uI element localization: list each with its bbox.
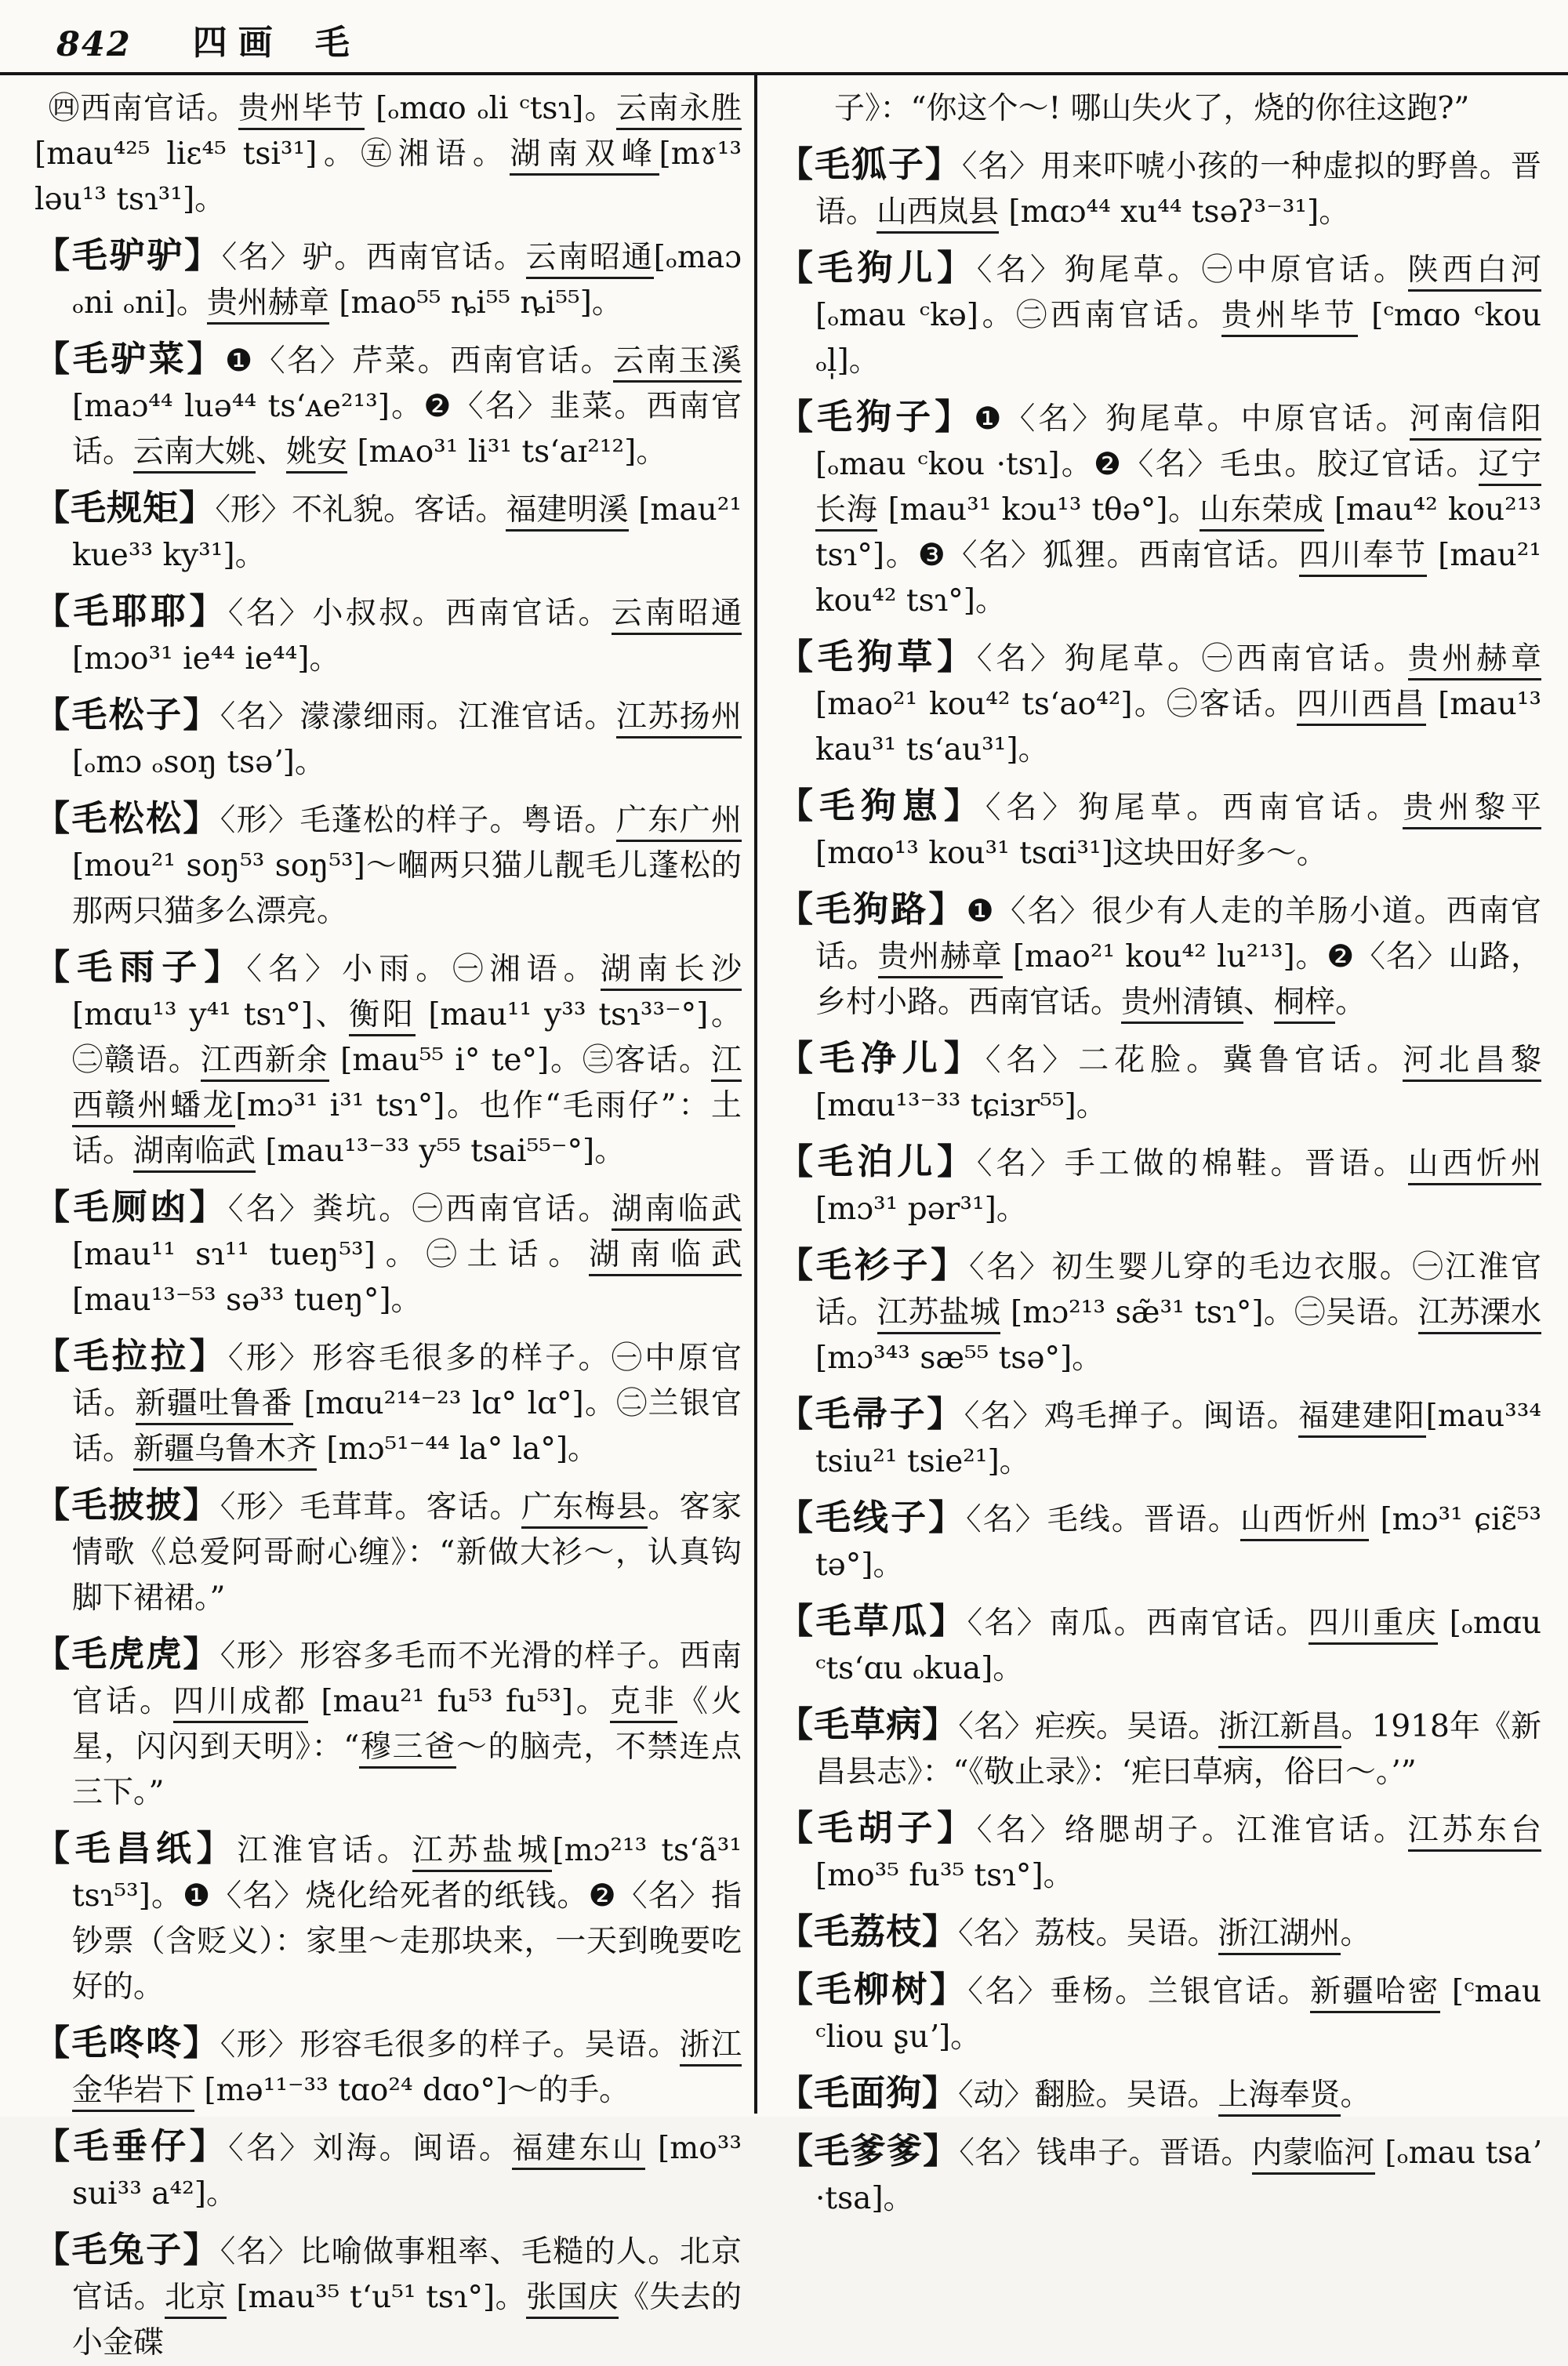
place-name: 贵州黎平	[1403, 790, 1541, 829]
dictionary-entry	[778, 142, 1541, 235]
place-name: 浙江新昌	[1218, 1709, 1341, 1748]
page-header	[0, 0, 1568, 72]
entry-text: 子》：“你这个～! 哪山失火了，烧的你往这跑?”	[834, 91, 1470, 126]
place-name: 山西岚县	[877, 194, 999, 234]
entry-text: [mɔ³¹ i³¹ tsɿ°]。也作“毛雨仔”：土话。	[72, 1088, 742, 1169]
entry-text: [ₒmau ᶜkou ·tsɿ]。❷〈名〉毛虫。胶辽官话。	[815, 447, 1479, 482]
entry-text: 〈名〉手工做的棉鞋。晋语。	[976, 1146, 1408, 1181]
place-name: 贵州毕节	[238, 91, 365, 130]
entry-text: 〈名〉狗尾草。㊀西南官话。	[976, 641, 1408, 677]
dictionary-entry	[778, 1392, 1541, 1485]
entry-headword: 【毛虎虎】	[34, 1633, 220, 1675]
dictionary-entry	[778, 394, 1541, 624]
place-name: 北京	[165, 2280, 227, 2319]
entry-text: 〈名〉粪坑。㊀西南官话。	[227, 1192, 612, 1227]
entry-text: [mᴀo³¹ li³¹ ts‘aɪ²¹²]。	[347, 434, 667, 470]
entry-headword: 【毛狗儿】	[778, 247, 977, 288]
entry-text: [mau²¹ kue³³ ky³¹]。	[72, 492, 742, 573]
entry-text: 。	[1335, 985, 1367, 1020]
place-name: 河南信阳	[1410, 401, 1541, 441]
continuation-paragraph	[34, 86, 742, 223]
entry-text: 〈名〉比喻做事粗率、毛糙的人。北京官话。	[72, 2234, 742, 2315]
entry-text: 〈名〉狗尾草。西南官话。	[985, 790, 1403, 826]
place-name: 姚安	[286, 434, 347, 474]
dictionary-entry	[34, 1334, 742, 1472]
dictionary-entry	[34, 589, 742, 682]
dictionary-entry	[34, 1185, 742, 1323]
place-name: 贵州清镇	[1121, 985, 1243, 1024]
place-name: 陕西白河	[1408, 252, 1541, 292]
entry-text: [mau⁴²⁵ liɛ⁴⁵ tsi³¹]。㊄湘语。	[34, 136, 510, 172]
entry-headword: 【毛爹爹】	[778, 2130, 960, 2172]
entry-text: [mou²¹ soŋ⁵³ soŋ⁵³]～嗰两只猫儿靓毛儿蓬松的那两只猫多么漂亮。	[72, 848, 742, 929]
dictionary-entry	[34, 233, 742, 326]
entry-text: 、	[1243, 985, 1275, 1020]
place-name: 江西赣州蟠龙	[72, 1043, 742, 1127]
place-name: 云南玉溪	[613, 343, 742, 383]
dictionary-entry	[778, 1805, 1541, 1899]
dictionary-entry	[34, 1631, 742, 1816]
dictionary-entry	[778, 1036, 1541, 1129]
entry-text: [mao²¹ kou⁴² lu²¹³]。❷〈名〉山路，乡村小路。西南官话。	[815, 939, 1541, 1020]
entry-text: 〈名〉毛线。晋语。	[966, 1502, 1240, 1537]
entry-headword: 【毛泊儿】	[778, 1141, 977, 1182]
dictionary-entry	[778, 1967, 1541, 2060]
entry-text: [mɑu¹³⁻³³ tɕiɜr⁵⁵]。	[815, 1088, 1107, 1123]
entry-headword: 【毛松松】	[34, 797, 220, 839]
entry-headword: 【毛胡子】	[778, 1807, 977, 1849]
entry-text: [mɤ¹³ ləu¹³ tsɿ³¹]。	[34, 136, 742, 217]
place-name: 福建明溪	[506, 492, 628, 532]
dictionary-entry	[34, 945, 742, 1174]
place-name: 江苏东台	[1408, 1813, 1541, 1852]
place-name: 云南昭通	[612, 596, 742, 635]
entry-body	[958, 2078, 1371, 2117]
entry-headword: 【毛拉拉】	[34, 1335, 228, 1377]
place-name: 贵州赫章	[207, 285, 329, 325]
entry-text: [mau¹¹ y³³ tsɿ³³⁻°]。㊁赣语。	[72, 997, 742, 1078]
entry-body	[958, 1916, 1371, 1955]
entry-text: 〈名〉刘海。闽语。	[228, 2131, 513, 2166]
entry-text: 〈名〉小叔叔。西南官话。	[227, 596, 612, 631]
entry-text: [mɑɔ⁴⁴ xu⁴⁴ tsəʔ³⁻³¹]。	[999, 194, 1350, 230]
entry-text: [ₒmɔ ₒsoŋ tsəʼ]。	[72, 745, 325, 780]
entry-headword: 【毛驴菜】	[34, 338, 226, 379]
dictionary-entry	[778, 1599, 1541, 1692]
place-name: 湖南临武	[133, 1134, 256, 1173]
entry-text: ❶〈名〉狗尾草。中原官话。	[974, 401, 1410, 437]
entry-text: ～的脑壳，不禁连点三下。”	[72, 1729, 742, 1810]
place-name: 穆三爸	[359, 1729, 456, 1769]
dictionary-entry	[34, 1482, 742, 1621]
place-name: 浙江金华岩下	[72, 2027, 742, 2112]
place-name: 衡阳	[349, 997, 416, 1036]
place-name: 上海奉贤	[1218, 2078, 1341, 2117]
entry-text: 〈名〉钱串子。晋语。	[959, 2136, 1252, 2171]
dictionary-entry	[34, 2020, 742, 2114]
entry-headword: 【毛柳树】	[778, 1969, 968, 2010]
place-name: 云南昭通	[526, 240, 654, 279]
entry-text: [mau¹¹ sɿ¹¹ tueŋ⁵³]。㊁土话。	[72, 1237, 590, 1272]
place-name: 新疆乌鲁木齐	[133, 1432, 317, 1471]
entry-text: 〈名〉鸡毛掸子。闽语。	[964, 1399, 1299, 1434]
entry-headword: 【毛披披】	[34, 1484, 220, 1526]
entry-text: [mau⁵⁵ i° te°]。㊂客话。	[328, 1043, 711, 1078]
entry-text: [mɔ²¹³ ts‘ã³¹ tsɿ⁵³]。❶〈名〉烧化给死者的纸钱。❷〈名〉指钞票（含贬义）：家里～走那块来，一天到晚要吃好的。	[72, 1833, 742, 2005]
entry-headword: 【毛线子】	[778, 1497, 967, 1538]
entry-text: 〈名〉南瓜。西南官话。	[967, 1606, 1308, 1641]
entry-text: 〈名〉初生婴儿穿的毛边衣服。㊀江淮官话。	[815, 1250, 1541, 1330]
entry-text: 〈形〉形容毛很多的样子。㊀中原官话。	[72, 1341, 742, 1421]
entry-text: [mao²¹ kou⁴² ts‘ao⁴²]。㊁客话。	[815, 687, 1297, 722]
dictionary-entry	[34, 336, 742, 475]
place-name: 新疆吐鲁番	[136, 1386, 293, 1425]
dictionary-entry	[34, 485, 742, 579]
page-number: 842	[56, 25, 132, 64]
place-name: 湖南临武	[612, 1192, 742, 1231]
entry-text: [mɑu¹³ y⁴¹ tsɿ°]、	[72, 997, 350, 1032]
entry-text: [mə¹¹⁻³³ tɑo²⁴ dɑo°]～的手。	[194, 2073, 630, 2108]
entry-text: 〈形〉形容毛很多的样子。吴语。	[220, 2027, 680, 2063]
entry-text: [ₒmau ᶜkə]。㊁西南官话。	[815, 298, 1221, 333]
entry-text: 〈动〉翻脸。吴语。	[958, 2078, 1218, 2113]
entry-text: 江淮官话。	[237, 1833, 412, 1868]
place-name: 湖南长沙	[601, 952, 742, 991]
place-name: 四川成都	[173, 1684, 308, 1723]
entry-headword: 【毛面狗】	[778, 2072, 959, 2114]
entry-text: [mao⁵⁵ ȵi⁵⁵ ȵi⁵⁵]。	[328, 285, 622, 321]
dictionary-entry	[778, 2128, 1541, 2222]
place-name: 江西新余	[201, 1043, 329, 1082]
entry-text: [maɔ⁴⁴ luə⁴⁴ ts‘ᴀe²¹³]。❷〈名〉韭菜。西南官话。	[72, 389, 742, 470]
entry-text: 〈名〉疟疾。吴语。	[958, 1709, 1219, 1744]
dictionary-entry	[34, 1826, 742, 2010]
entry-headword: 【毛耶耶】	[34, 590, 228, 632]
entry-text: 。	[1340, 2078, 1371, 2113]
entry-text: [ᶜmau ᶜliou ʂuʼ]。	[815, 1974, 1541, 2055]
entry-text: [ₒmɑo ₒli ᶜtsɿ]。	[365, 91, 616, 126]
entry-headword: 【毛昌纸】	[34, 1827, 238, 1869]
place-name: 江苏盐城	[877, 1295, 1001, 1334]
entry-text: 〈形〉毛茸茸。客话。	[220, 1490, 521, 1525]
entry-text: 〈名〉小雨。㊀湘语。	[246, 952, 601, 987]
place-name: 云南永胜	[616, 91, 742, 130]
entry-text: [mɔ²¹³ sæ̃³¹ tsɿ°]。㊁吴语。	[1000, 1295, 1418, 1330]
dictionary-entry	[778, 634, 1541, 773]
dictionary-entry	[778, 887, 1541, 1025]
dictionary-entry	[778, 1495, 1541, 1588]
entry-headword: 【毛兔子】	[34, 2229, 220, 2270]
entry-text: 〈名〉用来吓唬小孩的一种虚拟的野兽。晋语。	[815, 149, 1541, 230]
dictionary-entry	[778, 245, 1541, 384]
dictionary-entry	[778, 1702, 1541, 1795]
entry-headword: 【毛垂仔】	[34, 2125, 229, 2167]
entry-text: [mau²¹ kou⁴² tsɿ°]。	[815, 538, 1541, 619]
dictionary-entry	[34, 2227, 742, 2366]
entry-text: [mɔ³¹ pər³¹]。	[815, 1192, 1027, 1227]
entry-headword: 【毛规矩】	[34, 487, 216, 528]
place-name: 克非	[610, 1684, 677, 1723]
entry-headword: 【毛雨子】	[34, 946, 247, 988]
entry-headword: 【毛荔枝】	[778, 1911, 959, 1952]
entry-text: ❶〈名〉很少有人走的羊肠小道。西南官话。	[815, 894, 1541, 974]
entry-headword: 【毛狗草】	[778, 636, 977, 677]
entry-text: [mau²¹ fu⁵³ fu⁵³]。	[308, 1684, 610, 1719]
place-name: 内蒙临河	[1252, 2136, 1375, 2175]
place-name: 四川重庆	[1308, 1606, 1438, 1645]
radical-character: 毛	[314, 23, 350, 63]
dictionary-entry	[778, 1243, 1541, 1381]
dictionary-entry	[778, 783, 1541, 876]
entry-text: [mɔ³¹ ɕiɛ̃⁵³ tə°]。	[815, 1502, 1541, 1583]
entry-text: 《失去的小金碟	[72, 2280, 742, 2361]
entry-headword: 【毛草病】	[778, 1704, 959, 1745]
entry-text: 〈形〉形容多毛而不光滑的样子。西南官话。	[72, 1638, 742, 1719]
entry-headword: 【毛净儿】	[778, 1037, 985, 1079]
entry-text: 〈名〉垂杨。兰银官话。	[967, 1974, 1311, 2009]
entry-text: 《火星，闪闪到天明》：“	[72, 1684, 742, 1765]
place-name: 浙江湖州	[1218, 1916, 1341, 1955]
entry-text: [mau¹³⁻³³ y⁵⁵ tsai⁵⁵⁻°]。	[256, 1134, 626, 1169]
entry-headword: 【毛狐子】	[778, 143, 962, 185]
place-name: 江苏溧水	[1418, 1295, 1541, 1334]
entry-text: [mɔo³¹ ie⁴⁴ ie⁴⁴]。	[72, 641, 340, 677]
entry-text: [ₒmau tsaʼ ·tsa]。	[815, 2136, 1541, 2216]
entry-text: [mau¹³ kau³¹ ts‘au³¹]。	[815, 687, 1541, 767]
place-name: 河北昌黎	[1403, 1043, 1541, 1082]
entry-text: [mɑu²¹⁴⁻²³ lɑ° lɑ°]。㊁兰银官话。	[72, 1386, 742, 1467]
place-name: 江苏扬州	[616, 699, 742, 738]
entry-text: 〈名〉濛濛细雨。江淮官话。	[220, 699, 616, 735]
entry-text: 〈名〉荔枝。吴语。	[958, 1916, 1218, 1951]
place-name: 辽宁长海	[815, 447, 1541, 532]
place-name: 广东梅县	[521, 1490, 648, 1529]
place-name: 张国庆	[526, 2280, 619, 2319]
place-name: 贵州毕节	[1221, 298, 1358, 337]
place-name: 四川西昌	[1297, 687, 1427, 726]
place-name: 云南大姚	[133, 434, 256, 474]
entry-text: [mau³⁵ t‘u⁵¹ tsɿ°]。	[226, 2280, 526, 2315]
entry-text: 〈名〉络腮胡子。江淮官话。	[976, 1813, 1408, 1848]
entry-text: [mo³³ sui³³ a⁴²]。	[72, 2131, 742, 2212]
place-name: 贵州赫章	[878, 939, 1003, 978]
entry-headword: 【毛衫子】	[778, 1244, 969, 1286]
entry-text: [mau³¹ kɔu¹³ tθə°]。	[877, 492, 1200, 528]
stroke-count-section: 四画	[192, 23, 284, 63]
entry-text: [mau¹³⁻⁵³ sə³³ tueŋ°]。	[72, 1283, 422, 1318]
dictionary-entry	[34, 2124, 742, 2217]
entry-headword: 【毛草瓜】	[778, 1600, 967, 1642]
place-name: 山东荣成	[1200, 492, 1324, 532]
place-name: 桐梓	[1274, 985, 1335, 1024]
place-name: 山西忻州	[1408, 1146, 1541, 1185]
place-name: 新疆哈密	[1310, 1974, 1440, 2013]
entry-text: [mo³⁵ fu³⁵ tsɿ°]。	[815, 1858, 1074, 1893]
entry-headword: 【毛厕凼】	[34, 1186, 228, 1228]
dictionary-entry	[34, 796, 742, 934]
dictionary-entry	[778, 1139, 1541, 1232]
entry-headword: 【毛狗路】	[778, 888, 967, 930]
right-column	[757, 75, 1568, 2216]
entry-text: [ᶜmɑo ᶜkou ₒl̩]。	[815, 298, 1541, 379]
entry-text: 。客家情歌《总爱阿哥耐心缠》：“新做大衫～，认真钩脚下裙裙。”	[72, 1490, 742, 1616]
continuation-paragraph	[778, 86, 1541, 132]
entry-text: [mɔ⁵¹⁻⁴⁴ la° la°]。	[317, 1432, 599, 1467]
entry-text: 〈名〉驴。西南官话。	[221, 240, 526, 275]
dictionary-entry	[34, 692, 742, 786]
entry-text: [mau⁴² kou²¹³ tsɿ°]。❸〈名〉狐狸。西南官话。	[815, 492, 1541, 573]
entry-text: [mau³³⁴ tsiu²¹ tsie²¹]。	[815, 1399, 1541, 1479]
entry-headword: 【毛帚子】	[778, 1393, 964, 1435]
entry-text: 〈形〉毛蓬松的样子。粤语。	[220, 803, 616, 838]
place-name: 湖南双峰	[510, 136, 659, 176]
entry-text: 。	[1340, 1916, 1371, 1951]
place-name: 山西忻州	[1240, 1502, 1369, 1541]
entry-headword: 【毛松子】	[34, 694, 220, 735]
place-name: 江苏盐城	[412, 1833, 553, 1872]
entry-text: 〈名〉二花脸。冀鲁官话。	[985, 1043, 1403, 1078]
entry-text: 、	[256, 434, 287, 470]
entry-headword: 【毛狗崽】	[778, 785, 985, 826]
place-name: 贵州赫章	[1408, 641, 1541, 680]
place-name: 福建建阳	[1298, 1399, 1425, 1438]
entry-headword: 【毛驴驴】	[34, 234, 222, 276]
dictionary-entry	[778, 2070, 1541, 2118]
dictionary-entry	[778, 1909, 1541, 1957]
entry-text: 〈形〉不礼貌。客话。	[215, 492, 506, 528]
place-name: 四川奉节	[1299, 538, 1427, 577]
entry-text: [ₒmaɔ ₒni ₒni]。	[72, 240, 742, 321]
entry-text: ㊃西南官话。	[49, 91, 239, 126]
place-name: 广东广州	[616, 803, 742, 842]
entry-headword: 【毛咚咚】	[34, 2022, 220, 2063]
place-name: 湖南临武	[589, 1237, 742, 1276]
entry-text: [mɔ³⁴³ sæ⁵⁵ tsə°]。	[815, 1341, 1103, 1376]
page-body	[0, 72, 1568, 2361]
entry-text: [mɑo¹³ kou³¹ tsɑi³¹]这块田好多～。	[815, 836, 1327, 871]
entry-text: 〈名〉狗尾草。㊀中原官话。	[976, 252, 1408, 288]
entry-headword: 【毛狗子】	[778, 396, 975, 437]
entry-text: 。1918年《新昌县志》：“《敬止录》：‘疟曰草病，俗曰～。’”	[815, 1709, 1541, 1790]
left-column	[0, 75, 754, 2361]
entry-text: [ₒmɑu ᶜts‘ɑu ₒkua]。	[815, 1606, 1541, 1686]
entry-text: ❶〈名〉芹菜。西南官话。	[225, 343, 614, 379]
place-name: 福建东山	[512, 2131, 645, 2170]
